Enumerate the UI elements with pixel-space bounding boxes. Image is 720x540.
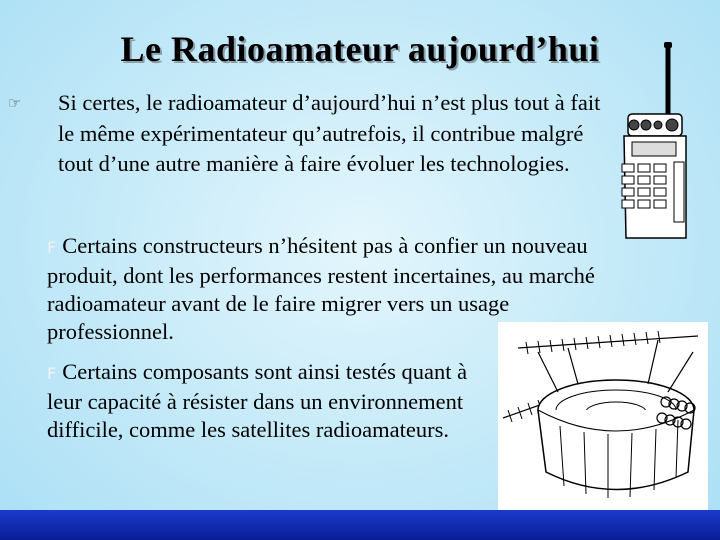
pointing-hand-icon: ☞	[8, 94, 22, 112]
sub-bullet-1-text: Certains constructeurs n’hésitent pas à confier un nouveau produit, dont les performances restent incertaines, au marché radioamateur avant de le faire migrer vers un usage professionnel.	[47, 233, 595, 344]
handheld-radio-illustration	[608, 42, 690, 242]
main-bullet-text: Si certes, le radioamateur d’aujourd’hui n’est plus tout à fait le même expérimentateur qu’autrefois, il contribue malgré tout d’une autre manière à faire évoluer les technologies.	[58, 90, 601, 176]
sub-bullet-2-marker: F	[47, 364, 57, 383]
footer-bar	[0, 510, 720, 540]
slide-title: Le Radioamateur aujourd’hui	[120, 29, 600, 69]
sub-bullet-1-marker: F	[47, 238, 57, 257]
sub-bullet-2	[47, 358, 487, 444]
satellite-illustration	[498, 322, 708, 510]
main-bullet	[8, 88, 608, 180]
sub-bullet-2-text: Certains composants sont ainsi testés quant à leur capacité à résister dans un environnement difficile, comme les satellites radioamateurs.	[47, 359, 468, 442]
